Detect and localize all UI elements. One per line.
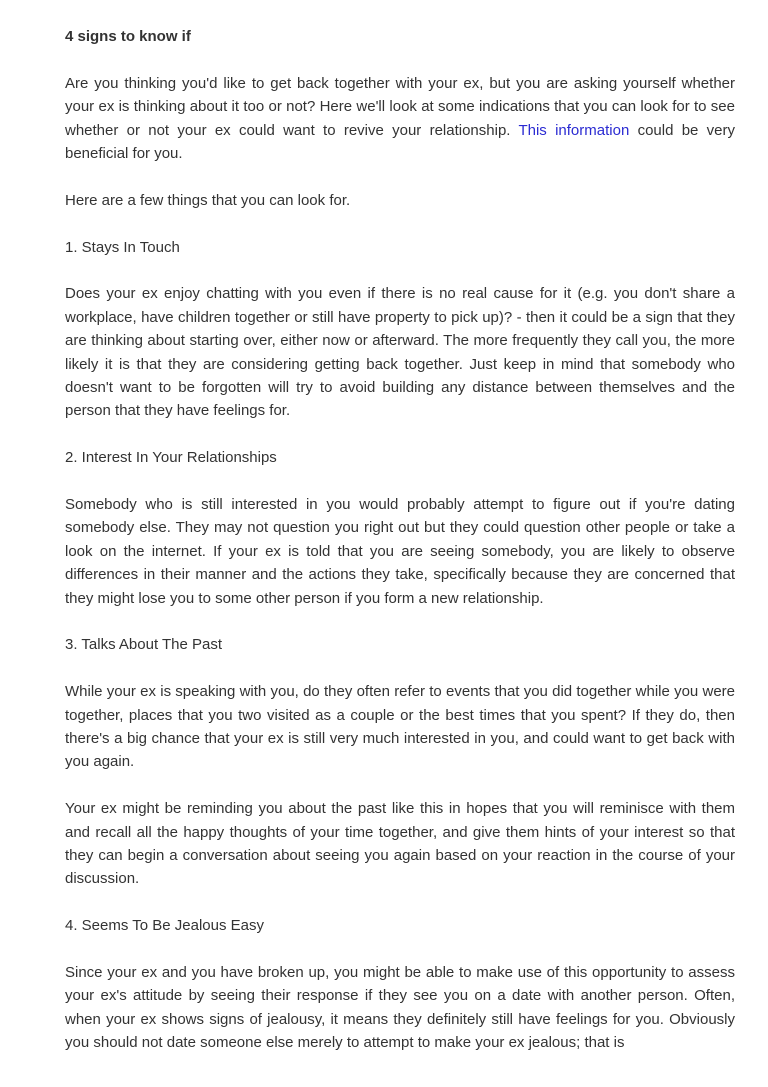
intro-paragraph: [65, 72, 735, 166]
sign3-heading: 3. Talks About The Past: [65, 636, 223, 654]
sign1-heading: 1. Stays In Touch: [65, 238, 180, 256]
sign2-heading: 2. Interest In Your Relationships: [65, 449, 277, 467]
intro-text-after: could be very beneficial for you.: [65, 121, 736, 163]
look-for-line: Here are a few things that you can look for.: [65, 191, 351, 209]
this-information-link[interactable]: This information: [518, 121, 630, 139]
sign3-body-paragraph2: Your ex might be reminding you about the past like this in hopes that you will reminisce with them and recall all the happy thoughts of your time together, and give them hints of your interest so that they can begin a conversation about seeing you again based on your reaction in the course of your discussion.: [65, 800, 735, 888]
sign1-body: Does your ex enjoy chatting with you even if there is no real cause for it (e.g. you don't share a workplace, have children together or still have property to pick up)? - then it could be a sign that they are thinking about starting over, either now or afterward. The more frequently they call you, the more likely it is that they are considering getting back together. Just keep in mind that somebody who doesn't want to be forgotten will try to avoid building any distance between themselves and the person that they have feelings for.: [65, 285, 735, 420]
document-title: 4 signs to know if: [65, 28, 191, 45]
sign4-body: Since your ex and you have broken up, you might be able to make use of this opportunity to assess your ex's attitude by seeing their response if they see you on a date with another person. Often, when your ex shows signs of jealousy, it means they definitely still have feelings for you. Obviously you should not date someone else merely to attempt to make your ex jealous; that is: [65, 964, 735, 1052]
sign2-body: Somebody who is still interested in you would probably attempt to figure out if you're dating somebody else. They may not question you right out but they could question other people or take a look on the internet. If your ex is told that you are seeing somebody, you are likely to observe differences in their manner and the actions they take, specifically because they are concerned that they might lose you to some other person if you form a new relationship.: [65, 496, 735, 607]
intro-text-before: Are you thinking you'd like to get back together with your ex, but you are asking yourself whether your ex is thinking about it too or not? Here we'll look at some indications that you can look for to see whether or not your ex could want to revive your relationship.: [65, 74, 735, 139]
sign3-body-paragraph1: While your ex is speaking with you, do they often refer to events that you did together while you were together, places that you two visited as a couple or the best times that you spent? If they do, then there's a big chance that your ex is still very much interested in you, and could want to get back with you again.: [65, 683, 735, 771]
sign4-heading: 4. Seems To Be Jealous Easy: [65, 917, 264, 935]
